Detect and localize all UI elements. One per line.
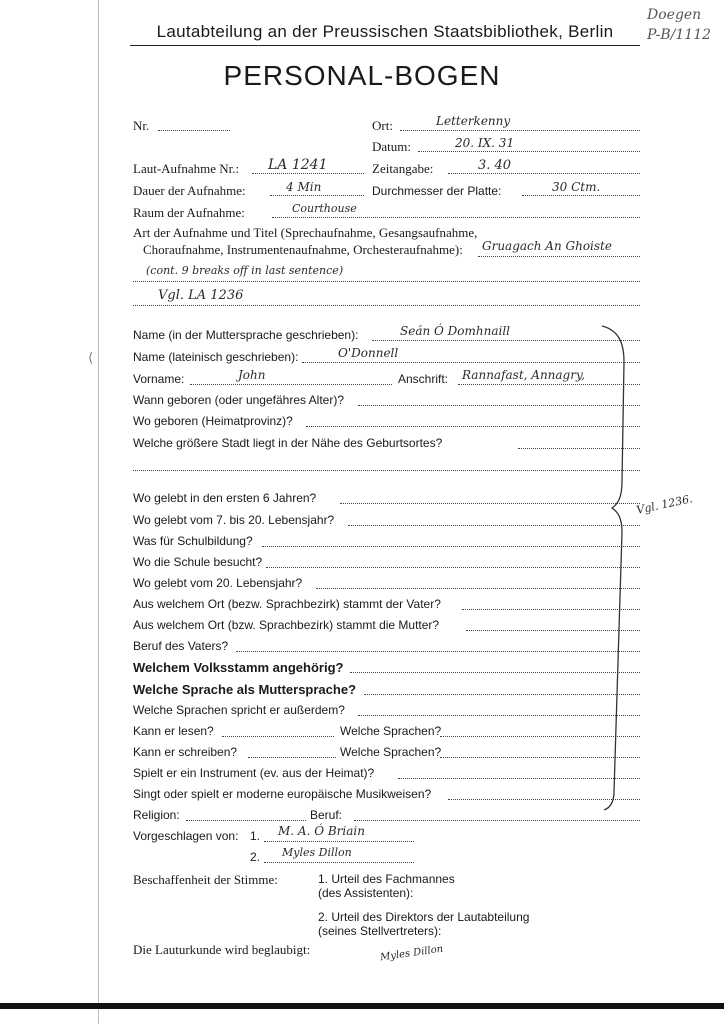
datum-field: [418, 151, 640, 152]
corner-note-2: P-B/1112: [647, 27, 712, 43]
zeit-label: Zeitangabe:: [372, 161, 434, 176]
lesen-sprachen-label: Welche Sprachen?: [340, 724, 442, 738]
name-latein-value: O'Donnell: [338, 346, 399, 360]
schule-field: [266, 567, 640, 568]
muttersprache-label: Welche Sprache als Muttersprache?: [133, 682, 357, 697]
volksstamm-label: Welchem Volksstamm angehörig?: [133, 660, 344, 675]
wo-geboren-label: Wo geboren (Heimatprovinz)?: [133, 414, 293, 428]
vorname-label: Vorname:: [133, 372, 185, 386]
singt-label: Singt oder spielt er moderne europäische Musikweisen?: [133, 787, 432, 801]
beruf-vater-label: Beruf des Vaters?: [133, 639, 229, 653]
durchmesser-value: 30 Ctm.: [552, 180, 601, 194]
wo-geboren-field: [306, 426, 640, 427]
gelebt7-label: Wo gelebt vom 7. bis 20. Lebensjahr?: [133, 513, 335, 527]
institution-header: Lautabteilung an der Preussischen Staatsbibliothek, Berlin: [156, 22, 614, 41]
name-latein-label: Name (lateinisch geschrieben):: [133, 350, 299, 364]
vorname-field: [190, 384, 392, 385]
beglaubigt-label: Die Lauturkunde wird beglaubigt:: [133, 942, 311, 957]
raum-value: Courthouse: [292, 202, 357, 215]
urteil2-line1: 2. Urteil des Direktors der Lautabteilung: [318, 910, 530, 924]
scan-left-edge: [98, 0, 99, 1024]
schreiben-field: [248, 757, 336, 758]
schreiben-label: Kann er schreiben?: [133, 745, 238, 759]
urteil1-line1: 1. Urteil des Fachmannes: [318, 872, 455, 886]
anschrift-label: Anschrift:: [398, 372, 449, 386]
art-field-3: [133, 305, 640, 306]
sprachen-label: Welche Sprachen spricht er außerdem?: [133, 703, 345, 717]
vater-label: Aus welchem Ort (bezw. Sprachbezirk) stammt der Vater?: [133, 597, 441, 611]
stimme-label: Beschaffenheit der Stimme:: [133, 872, 278, 887]
art-field-1: [478, 256, 640, 257]
dauer-value: 4 Min: [286, 180, 322, 194]
beruf-label: Beruf:: [310, 808, 343, 822]
laut-value: LA 1241: [268, 157, 328, 173]
schreiben-sprachen-label: Welche Sprachen?: [340, 745, 442, 759]
signature: Myles Dillon: [379, 943, 444, 964]
art-value-2: (cont. 9 breaks off in last sentence): [146, 264, 344, 277]
vorname-value: John: [238, 368, 266, 382]
art-value-3: Vgl. LA 1236: [158, 288, 244, 303]
laut-label: Laut-Aufnahme Nr.:: [133, 161, 240, 176]
beruf-field: [354, 820, 640, 821]
schulbildung-label: Was für Schulbildung?: [133, 534, 253, 548]
gelebt20-field: [316, 588, 640, 589]
side-note: Vgl. 1236.: [635, 492, 694, 517]
name-mutter-label: Name (in der Muttersprache geschrieben):: [133, 328, 359, 342]
nr-field: [158, 130, 230, 131]
vorgeschlagen-value-2: Myles Dillon: [282, 846, 352, 859]
dauer-field: [270, 195, 364, 196]
stadt-label: Welche größere Stadt liegt in der Nähe des Geburtsortes?: [133, 436, 443, 450]
datum-value: 20. IX. 31: [455, 136, 515, 150]
vorgeschlagen-num-2: 2.: [250, 850, 261, 864]
corner-note-1: Doegen: [647, 7, 702, 23]
art-value-1: Gruagach An Ghoiste: [482, 239, 612, 253]
raum-field: [272, 217, 640, 218]
vorgeschlagen-field-2: [264, 862, 414, 863]
zeit-value: 3. 40: [478, 158, 512, 173]
page-title: PERSONAL-BOGEN: [223, 60, 501, 91]
name-latein-field: [302, 362, 640, 363]
urteil2-line2: (seines Stellvertreters):: [318, 924, 442, 938]
stadt-field-2: [133, 470, 640, 471]
anschrift-value: Rannafast, Annagry,: [462, 368, 585, 382]
religion-field: [186, 820, 306, 821]
laut-field: [252, 173, 364, 174]
schule-label: Wo die Schule besucht?: [133, 555, 263, 569]
beruf-vater-field: [236, 651, 640, 652]
nr-label: Nr.: [133, 118, 150, 133]
art-label-1: Art der Aufnahme und Titel (Sprechaufnahme, Gesangsaufnahme,: [133, 225, 478, 240]
bottom-scan-bar: [0, 1003, 724, 1009]
durchmesser-label: Durchmesser der Platte:: [372, 184, 502, 198]
header-rule: [130, 45, 640, 46]
ort-label: Ort:: [372, 118, 393, 133]
vorgeschlagen-label: Vorgeschlagen von:: [133, 829, 239, 843]
vorgeschlagen-field-1: [264, 841, 414, 842]
mutter-label: Aus welchem Ort (bzw. Sprachbezirk) stammt die Mutter?: [133, 618, 440, 632]
urteil1-line2: (des Assistenten):: [318, 886, 414, 900]
gelebt6-field: [340, 503, 640, 504]
gelebt20-label: Wo gelebt vom 20. Lebensjahr?: [133, 576, 303, 590]
vorgeschlagen-num-1: 1.: [250, 829, 261, 843]
art-field-2: [133, 281, 640, 282]
art-label-2: Choraufnahme, Instrumentenaufnahme, Orchesteraufnahme):: [143, 242, 463, 257]
margin-mark: ⟨: [88, 350, 94, 365]
durchmesser-field: [522, 195, 640, 196]
ort-value: Letterkenny: [436, 114, 511, 128]
vorgeschlagen-value-1: M. A. Ó Briain: [278, 824, 365, 838]
ort-field: [400, 130, 640, 131]
wann-label: Wann geboren (oder ungefähres Alter)?: [133, 393, 345, 407]
dauer-label: Dauer der Aufnahme:: [133, 183, 246, 198]
religion-label: Religion:: [133, 808, 180, 822]
instrument-label: Spielt er ein Instrument (ev. aus der Heimat)?: [133, 766, 375, 780]
name-mutter-value: Seán Ó Domhnaill: [400, 324, 511, 338]
raum-label: Raum der Aufnahme:: [133, 205, 245, 220]
zeit-field: [448, 173, 640, 174]
lesen-field: [222, 736, 334, 737]
lesen-label: Kann er lesen?: [133, 724, 214, 738]
handwritten-brace-icon: [596, 322, 636, 812]
schulbildung-field: [262, 546, 640, 547]
datum-label: Datum:: [372, 139, 411, 154]
gelebt6-label: Wo gelebt in den ersten 6 Jahren?: [133, 491, 317, 505]
corner-annotation: [647, 5, 711, 45]
